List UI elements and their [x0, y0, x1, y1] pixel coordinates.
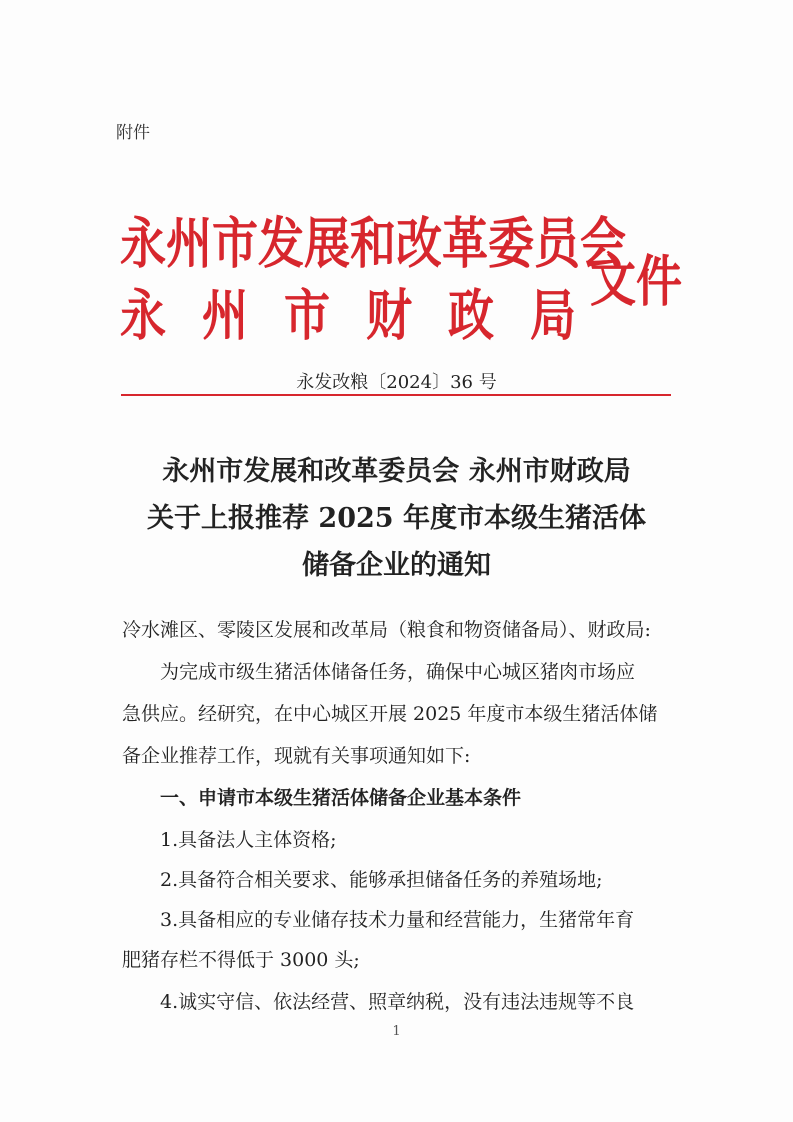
title-line-3: 储备企业的通知: [302, 550, 491, 581]
red-divider-line: [121, 394, 671, 396]
page-number: 1: [392, 1024, 401, 1039]
title-line-2: 关于上报推荐 2025 年度市本级生猪活体: [147, 503, 646, 534]
masthead-issuer-1: 永州市发展和改革委员会: [120, 210, 626, 276]
condition-item-3-line-1: 3.具备相应的专业储存技术力量和经营能力，生猪常年育: [122, 909, 635, 931]
condition-item-2: 2.具备符合相关要求、能够承担储备任务的养殖场地;: [122, 869, 603, 891]
masthead-suffix: 文件: [590, 248, 682, 314]
condition-item-4-line-1: 4.诚实守信、依法经营、照章纳税，没有违法违规等不良: [122, 991, 635, 1013]
section-heading-1: 一、申请市本级生猪活体储备企业基本条件: [122, 787, 522, 809]
intro-line-2: 急供应。经研究，在中心城区开展 2025 年度市本级生猪活体储: [122, 703, 658, 725]
document-title: [0, 448, 793, 589]
addressee: 冷水滩区、零陵区发展和改革局（粮食和物资储备局）、财政局:: [122, 619, 651, 641]
intro-line-3: 备企业推荐工作，现就有关事项通知如下:: [122, 745, 471, 767]
title-line-1: 永州市发展和改革委员会 永州市财政局: [162, 456, 631, 487]
document-number: 永发改粮〔2024〕36 号: [296, 372, 497, 393]
condition-item-3-line-2: 肥猪存栏不得低于 3000 头;: [122, 949, 360, 971]
masthead-issuer-2: 永州市财政局: [120, 282, 612, 348]
attachment-label: 附件: [116, 123, 150, 143]
intro-line-1: 为完成市级生猪活体储备任务，确保中心城区猪肉市场应: [122, 661, 636, 683]
condition-item-1: 1.具备法人主体资格;: [122, 829, 337, 851]
